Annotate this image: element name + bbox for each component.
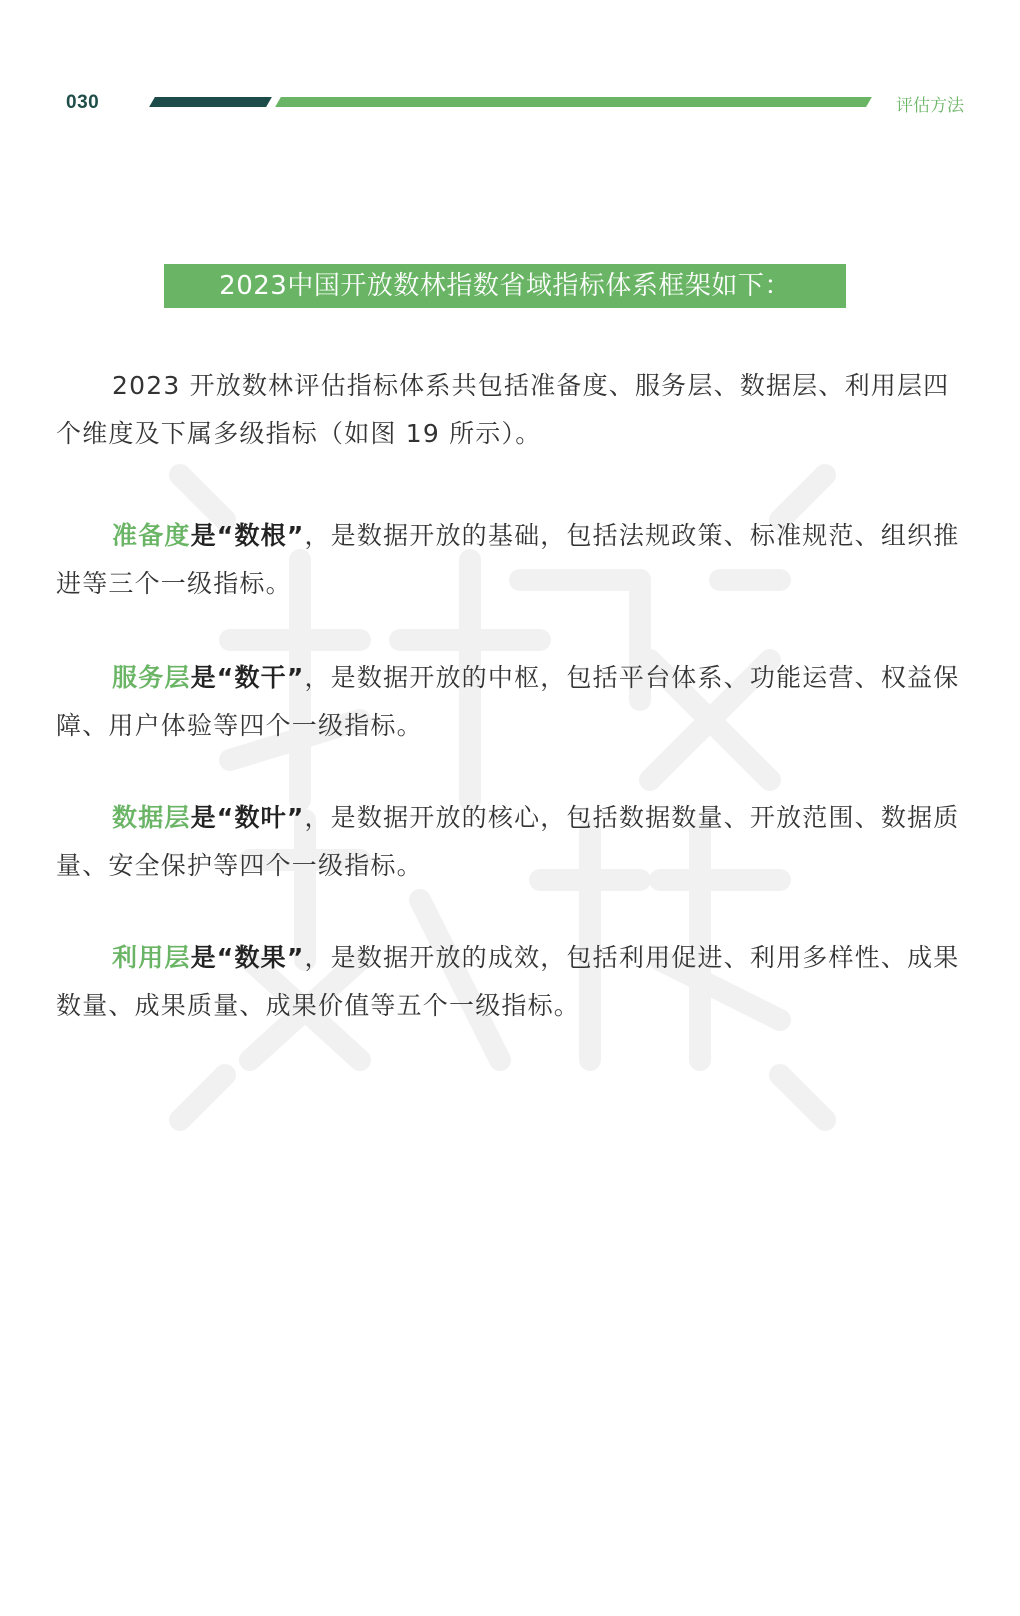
dimension-nickname: 是“数根” — [190, 521, 305, 550]
dimension-description: ，是数据开放的成效，包括利用促进、利用多样性、成果数量、成果质量、成果价值等五个一级指标。 — [56, 943, 960, 1020]
header-accent-bar-dark — [149, 97, 272, 107]
dimension-paragraph-utilization — [56, 934, 966, 1030]
dimension-name: 服务层 — [112, 663, 191, 692]
framework-title-banner: 2023中国开放数林指数省域指标体系框架如下： — [164, 264, 846, 308]
dimension-description: ，是数据开放的基础，包括法规政策、标准规范、组织推进等三个一级指标。 — [56, 521, 960, 598]
dimension-paragraph-readiness — [56, 512, 966, 608]
dimension-nickname: 是“数叶” — [190, 803, 305, 832]
header-accent-bar-green — [275, 97, 872, 107]
page-number: 030 — [66, 92, 100, 113]
dimension-description: ，是数据开放的核心，包括数据数量、开放范围、数据质量、安全保护等四个一级指标。 — [56, 803, 960, 880]
dimension-name: 利用层 — [112, 943, 191, 972]
dimension-nickname: 是“数干” — [190, 663, 305, 692]
dimension-name: 准备度 — [112, 521, 191, 550]
dimension-nickname: 是“数果” — [190, 943, 305, 972]
dimension-paragraph-data — [56, 794, 966, 890]
dimension-paragraph-service — [56, 654, 966, 750]
section-label: 评估方法 — [896, 96, 964, 116]
intro-paragraph: 2023 开放数林评估指标体系共包括准备度、服务层、数据层、利用层四个维度及下属多级指标（如图 19 所示）。 — [56, 371, 950, 448]
dimension-description: ，是数据开放的中枢，包括平台体系、功能运营、权益保障、用户体验等四个一级指标。 — [56, 663, 960, 740]
dimension-name: 数据层 — [112, 803, 191, 832]
